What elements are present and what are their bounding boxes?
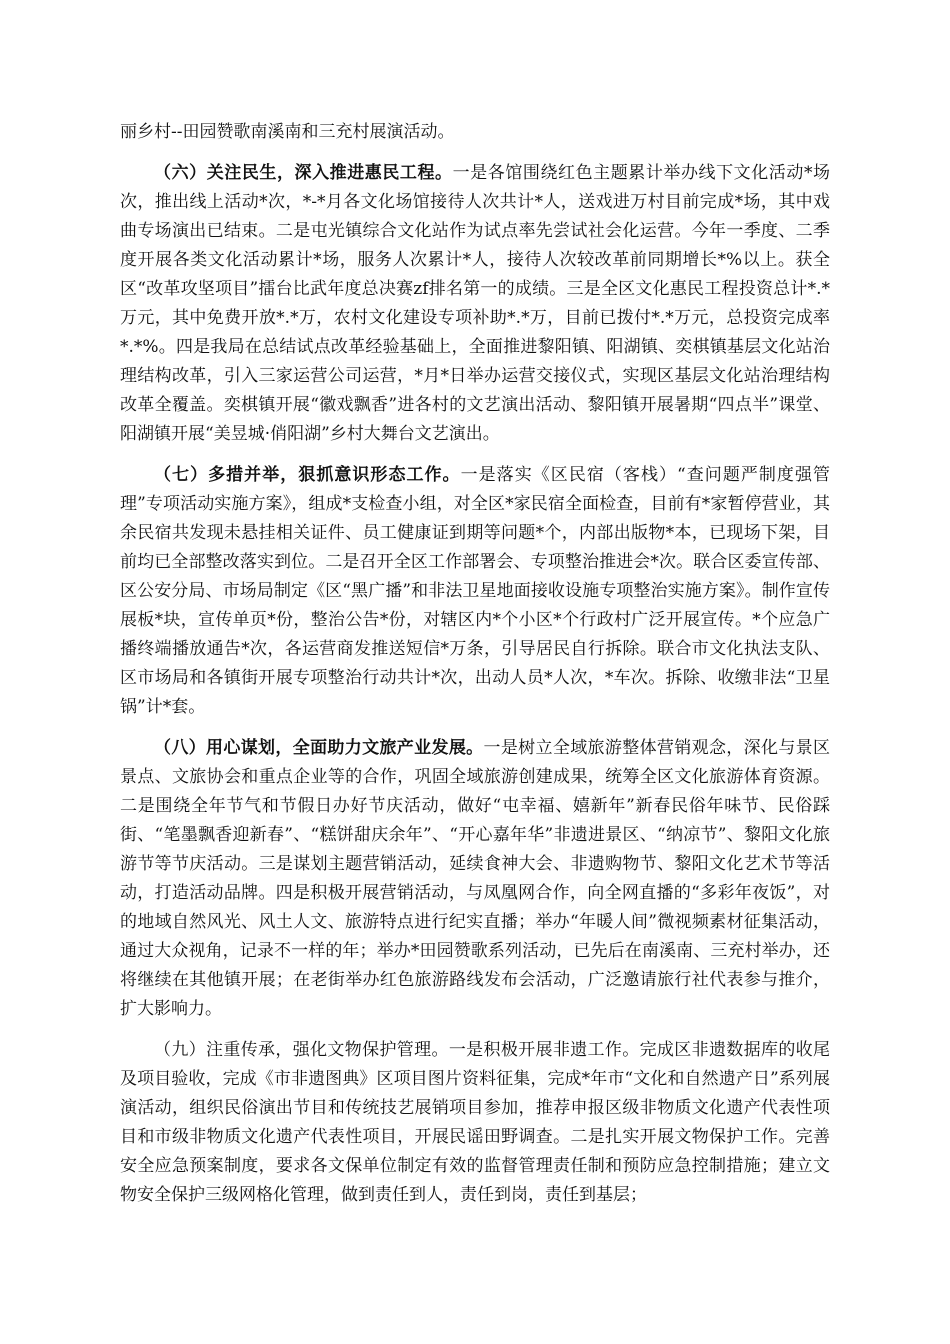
paragraph-body: （九）注重传承，强化文物保护管理。一是积极开展非遗工作。完成区非遗数据库的收尾及项目验收，完成《市非遗图典》区项目图片资料征集，完成*年市“文化和自然遗产日”系列展演活动，组织民俗演出节目和传统技艺展销项目参加，推荐申报区级非物质文化遗产代表性项目和市级非物质文化遗产代表性项目，开展民谣田野调查。二是扎实开展文物保护工作。完善安全应急预案制度，要求各文保单位制定有效的监督管理责任制和预防应急控制措施；建立文物安全保护三级网格化管理，做到责任到人，责任到岗，责任到基层；: [120, 1040, 830, 1205]
paragraph-body: 一是落实《区民宿（客栈）“查问题严制度强管理”专项活动实施方案》，组成*支检查小组，对全区*家民宿全面检查，目前有*家暂停营业，其余民宿共发现未悬挂相关证件、员工健康证到期等问题*个，内部出版物*本，已现场下架，目前均已全部整改落实到位。二是召开全区工作部署会、专项整治推进会*次。联合区委宣传部、区公安分局、市场局制定《区“黑广播”和非法卫星地面接收设施专项整治实施方案》。制作宣传展板*块，宣传单页*份，整治公告*份，对辖区内*个小区*个行政村广泛开展宣传。*个应急广播终端播放通告*次，各运营商发推送短信*万条，引导居民自行拆除。联合市文化执法支队、区市场局和各镇街开展专项整治行动共计*次，出动人员*人次，*车次。拆除、收缴非法“卫星锅”计*套。: [120, 465, 831, 717]
paragraph-body: 一是树立全域旅游整体营销观念，深化与景区景点、文旅协会和重点企业等的合作，巩固全域旅游创建成果，统筹全区文化旅游体育资源。二是围绕全年节气和节假日办好节庆活动，做好“屯幸福、嬉新年”新春民俗年味节、民俗踩街、“笔墨飘香迎新春”、“糕饼甜庆余年”、“开心嘉年华”非遗进景区、“纳凉节”、黎阳文化旅游节等节庆活动。三是谋划主题营销活动，延续食神大会、非遗购物节、黎阳文化艺术节等活动，打造活动品牌。四是积极开展营销活动，与凤凰网合作，向全网直播的“多彩年夜饭”，对的地域自然风光、风土人文、旅游特点进行纪实直播；举办“年暖人间”微视频素材征集活动，通过大众视角，记录不一样的年；举办*田园赞歌系列活动，已先后在南溪南、三充村举办，还将继续在其他镇开展；在老街举办红色旅游路线发布会活动，广泛邀请旅行社代表参与推介，扩大影响力。: [120, 738, 830, 1019]
paragraph-body: 丽乡村--田园赞歌南溪南和三充村展演活动。: [120, 122, 455, 142]
paragraph-continuation: [120, 118, 830, 147]
paragraph-section-6: [120, 159, 830, 449]
paragraph-section-7: [120, 461, 830, 722]
paragraph-section-9: [120, 1036, 830, 1210]
section-heading-7: （七）多措并举，狠抓意识形态工作。: [154, 465, 461, 485]
paragraph-body: 一是各馆围绕红色主题累计举办线下文化活动*场次，推出线上活动*次，*-*月各文化场馆接待人次共计*人，送戏进万村目前完成*场，其中戏曲专场演出已结束。二是屯光镇综合文化站作为试点率先尝试社会化运营。今年一季度、二季度开展各类文化活动累计*场，服务人次累计*人，接待人次较改革前同期增长*%以上。获全区“改革攻坚项目”擂台比武年度总决赛zf排名第一的成绩。三是全区文化惠民工程投资总计*.*万元，其中免费开放*.*万，农村文化建设专项补助*.*万，目前已拨付*.*万元，总投资完成率*.*%。四是我局在总结试点改革经验基础上，全面推进黎阳镇、阳湖镇、奕棋镇基层文化站治理结构改革，引入三家运营公司运营，*月*日举办运营交接仪式，实现区基层文化站治理结构改革全覆盖。奕棋镇开展“徽戏飘香”进各村的文艺演出活动、黎阳镇开展暑期“四点半”课堂、阳湖镇开展“美昱城·俏阳湖”乡村大舞台文艺演出。: [120, 163, 831, 444]
paragraph-section-8: [120, 734, 830, 1024]
section-heading-6: （六）关注民生，深入推进惠民工程。: [154, 163, 453, 183]
section-heading-8: （八）用心谋划，全面助力文旅产业发展。: [154, 738, 484, 758]
document-page: [120, 118, 830, 1222]
